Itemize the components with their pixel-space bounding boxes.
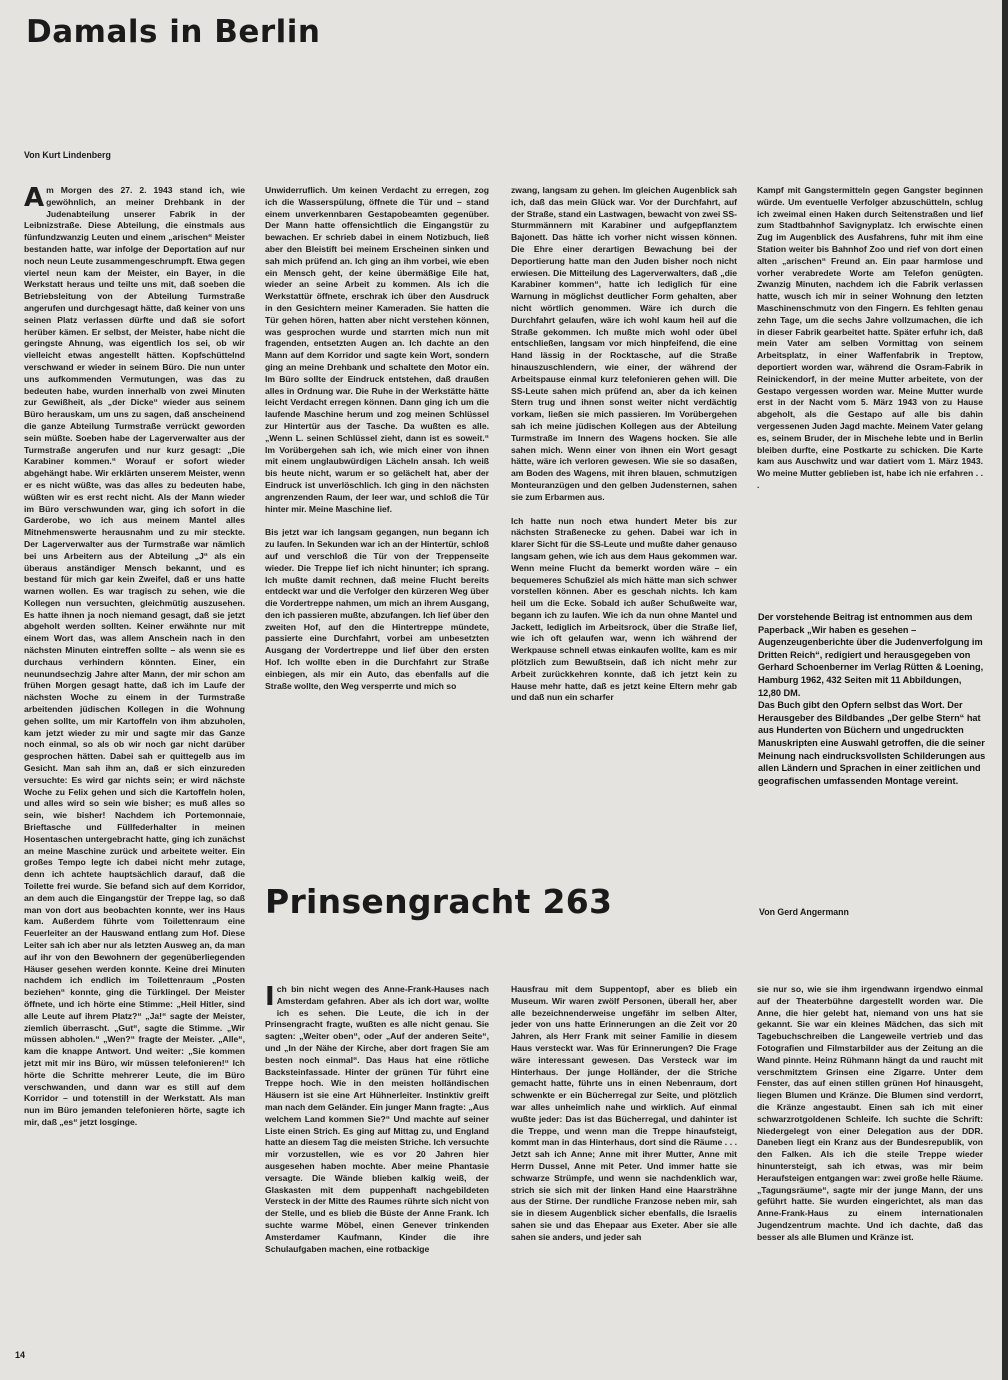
article2-column-1 bbox=[265, 984, 489, 1334]
article1-col2-paragraph-2: Bis jetzt war ich langsam gegangen, nun begann ich zu laufen. In Sekunden war ich an der Hintertür, schloß auf und verschloß die Tür von der Treppenseite wieder. Die Treppe lief ich nicht hinunter; ich sprang. Ich mußte damit rechnen, daß meine Flucht bereits entdeckt war und die Verfolger den kürzeren Weg über die Vordertreppe nahmen, um mich an ihrem Ausgang, den ich passieren mußte, abzufangen. Ich lief über den zweiten Hof, auf den die Hintertreppe mündete, passierte eine Durchfahrt, vorbei am unbesetzten Ausgang der Vordertreppe und lief über den ersten Hof. Ich wollte eben in die Durchfahrt zur Straße einbiegen, als mir ein Auto, das ebenfalls auf die Straße wollte, den Weg versperrte und mich so bbox=[265, 527, 489, 691]
drop-cap: A bbox=[24, 185, 45, 213]
article2-col2-text: Hausfrau mit dem Suppentopf, aber es blieb ein Museum. Wir waren zwölf Personen, überall her, aber alle bezeichnenderweise ungefähr im selben Alter, jeder von uns hatte Erinnerungen an die Zeit vor 20 Jahren, als Herr Frank mit seiner Familie in diesem Haus versteckt war. Was für Erinnerungen? Die Frage wäre interessant gewesen. Das Versteck war im Hinterhaus. Der junge Holländer, der die Striche gemacht hatte, führte uns in einen Nebenraum, dort schwenkte er ein Bücherregal zur Seite, und plötzlich war alles unheimlich nahe und wirklich. Auf einmal wußte jeder: Das ist das Bücherregal, und dahinter ist die Treppe, und wenn man die Treppe hinaufsteigt, kommt man in das Hinterhaus, dort sind die Räume . . . Jetzt sah ich Anne; Anne mit ihrer Mutter, Anne mit Herrn Dussel, Anne mit Peter. Und immer hatte sie schwarze Strümpfe, und wenn sie nachdenklich war, strich sie sich mit der linken Hand eine Haarsträhne aus der Stirne. Der rundliche Franzose neben mir, sah sie in diesem Augenblick sicher ebenfalls, die Israelis sahen sie und das Ehepaar aus Exeter. Aber sie alle sahen sie anders, und jeder sah bbox=[511, 984, 737, 1242]
article2-col1-text: ch bin nicht wegen des Anne-Frank-Hauses nach Amsterdam gefahren. Aber als ich dort war, wollte ich es sehen. Die Leute, die ich in der Prinsengracht fragte, wußten es alle nicht genau. Sie sagten: „Weiter oben“, oder „Auf der anderen Seite“, und „In der Nähe der Kirche, aber dort fragen Sie am besten noch einmal“. Das Haus hat eine rötliche Backsteinfassade. Hinter der grünen Tür führt eine Treppe hoch. Wie in den meisten holländischen Häusern ist sie eine Art Hühnerleiter. Instinktiv greift man nach dem Geländer. Ein junger Mann fragte: „Aus welchem Land kommen Sie?“ Und machte auf seiner Liste einen Strich. Es ging auf Mittag zu, und England hatte an diesem Tag die meisten Striche. Ich versuchte mir vorzustellen, wie es vor 20 Jahren hier ausgesehen haben mochte. Aber meine Phantasie versagte. Die Wände blieben kalkig weiß, der Glaskasten mit dem puppenhaft nachgebildeten Versteck in der Mitte des Raumes rührte sich nicht von der Stelle, und es blieb die Büste der Anne Frank. Ich suchte warme Möbel, einen Genever trinkenden Amsterdamer Kaufmann, Kinder die ihre Schulaufgaben machen, eine rotbackige bbox=[265, 984, 489, 1254]
article-byline-angermann: Von Gerd Angermann bbox=[759, 907, 849, 917]
article1-col3-paragraph-1: zwang, langsam zu gehen. Im gleichen Augenblick sah ich, daß das mein Glück war. Vor der Durchfahrt, auf der Straße, stand ein Lastwagen, bewacht von zwei SS-Sturmmännern mit Karabiner und aufgepflanztem Bajonett. Das hätte ich vorher nicht wissen können. Die Ehre einer derartigen Bewachung bei der Deportierung hatte man den Juden bisher noch nicht erwiesen. Die Mitteilung des Lagerverwalters, daß „die Karabiner kommen“, hatte ich lediglich für eine Warnung in möglichst deutlicher Form gehalten, aber nicht wörtlich genommen. Wäre ich durch die Durchfahrt gelaufen, wäre ich wohl kaum heil auf die Straße gekommen. Ich mußte mich wohl oder übel entschließen, langsam vor mich hinpfeifend, die eine Hand lässig in der Rocktasche, auf die Straße hinauszuschlendern, wie einer, der während der Arbeitspause einmal kurz telefonieren gehen will. Die SS-Leute sahen mich prüfend an, aber da ich keinen Stern trug und ihnen sonst weiter nicht verdächtig vorkam, ließen sie mich passieren. Im Vorübergehen sah ich meine jüdischen Kollegen aus der Abteilung Turmstraße im Innern des Wagens hocken. Sie alle sahen mich. Wenn einer von ihnen ein Wort gesagt hätte, wäre ich verloren gewesen. Wie sie so dasaßen, am Boden des Wagens, mit ihren blauen, schmutzigen Monteuranzügen und den gelben Judensternen, sahen sie zum Erbarmen aus. bbox=[511, 185, 737, 502]
article2-column-3 bbox=[757, 984, 983, 1334]
editor-note-paragraph-2: Das Buch gibt den Opfern selbst das Wort. Der Herausgeber des Bildbandes „Der gelbe Stern“ hat aus Hunderten von Büchern und ungedruckten Manuskripten eine Auswahl getroffen, die die seiner Meinung nach eindrucksvollsten Schilderungen aus allen Ländern und Sprachen in einer zeitlichen und geografischen umfassenden Montage vereint. bbox=[758, 700, 986, 786]
editor-note bbox=[758, 611, 986, 787]
article1-column-2 bbox=[265, 185, 489, 835]
article1-col3-paragraph-2: Ich hatte nun noch etwa hundert Meter bis zur nächsten Straßenecke zu gehen. Dabei war ich in klarer Sicht für die SS-Leute und mußte daher genauso langsam gehen, wie ich aus dem Haus gekommen war. Wenn meine Flucht da bemerkt worden wäre – ein bequemeres Schußziel als mich hätte man sich schwer vorstellen können. Aber es geschah nichts. Ich kam heil um die Ecke. Sobald ich außer Schußweite war, begann ich zu laufen. Wie ich da nun ohne Mantel und Jackett, lediglich im Arbeitsrock, über die Straße lief, wie ich oft gelaufen war, wenn ich während der Werkpause schnell etwas einkaufen wollte, kam es mir plötzlich zum Bewußtsein, daß ich nicht mehr zur Arbeit zurückkehren konnte, daß ich jetzt kein zu Hause mehr hatte, daß es jetzt keine Eltern mehr gab und daß nun ein scharfer bbox=[511, 515, 737, 703]
article-headline-damals-in-berlin: Damals in Berlin bbox=[26, 14, 321, 50]
article-headline-prinsengracht: Prinsengracht 263 bbox=[265, 882, 613, 921]
article-byline-lindenberg: Von Kurt Lindenberg bbox=[24, 150, 111, 160]
article1-column-4 bbox=[757, 185, 983, 580]
article1-col4-text: Kampf mit Gangstermitteln gegen Gangster beginnen würde. Um eventuelle Verfolger abzuschütteln, schlug ich zweimal einen Haken durch Seitenstraßen und lief zum Stadtbahnhof Savignyplatz. Ich erwischte einen Zug im Augenblick des Ausfahrens, fuhr mit ihm eine Station weiter bis Bahnhof Zoo und rief von dort einen alten „arischen“ Freund an. Ein paar harmlose und vorher verabredete Worte am Telefon genügten. Zwanzig Minuten, nachdem ich die Fabrik verlassen hatte, wusch ich mir in seiner Wohnung den letzten Maschinenschmutz von den Fingern. Es fehlten genau zehn Tage, um die sechs Jahre vollzumachen, die ich in dieser Fabrik gearbeitet hatte. Später erfuhr ich, daß mein Vater am selben Vormittag von seinem Arbeitsplatz, in einer Waffenfabrik in Treptow, deportiert worden war, während die Osram-Fabrik in Reinickendorf, in der meine Mutter arbeitete, von der Gestapo vergessen worden war. Meine Mutter wurde erst in der Nacht vom 5. März 1943 von zu Hause abgeholt, als die Gestapo auf alle bis dahin vergessenen Juden Jagd machte. Meinem Vater gelang es, seinem Bruder, der in Mischehe lebte und in Berlin bleiben durfte, eine Postkarte zu schicken. Die Karte kam aus Auschwitz und war datiert vom 1. März 1943. Wo meine Mutter geblieben ist, habe ich nie erfahren . . . bbox=[757, 185, 983, 490]
drop-cap: I bbox=[265, 984, 275, 1012]
editor-note-paragraph-1: Der vorstehende Beitrag ist entnommen aus dem Paperback „Wir haben es gesehen – Augenzeugenberichte über die Judenverfolgung im Dritten Reich“, redigiert und herausgegeben von Gerhard Schoenberner im Verlag Rütten & Loening, Hamburg 1962, 432 Seiten mit 11 Abbildungen, 12,80 DM. bbox=[758, 612, 984, 698]
article1-col2-paragraph-1: Unwiderruflich. Um keinen Verdacht zu erregen, zog ich die Wasserspülung, öffnete die Tür und – stand einem unverkennbaren Gestapobeamten gegenüber. Der Mann hatte offensichtlich die Eingangstür zu bewachen. Er schrieb dabei in einem Notizbuch, ließ aber den Bleistift bei meinem Erscheinen sinken und sah mich prüfend an. Ich ging an ihm vorbei, wie eben ein Mensch geht, der keine übermäßige Eile hat, wieder an seine Arbeit zu kommen. Als ich die Werkstattür öffnete, erschrak ich über den Ausdruck in den Gesichtern meiner Kameraden. Sie hatten die Tür gehen hören, hatten aber nicht verstehen können, was gesprochen wurde und starrten mich nun mit fragenden, entsetzten Augen an. Ich dachte an den Mann auf dem Korridor und sagte kein Wort, sondern ging an meine Drehbank und schaltete den Motor ein. Im Büro sollte der Eindruck entstehen, daß draußen alles in Ordnung war. Die Ruhe in der Werkstätte hätte leicht Verdacht erregen können. Dann ging ich um die laufende Maschine herum und zog meinen Schlüssel zur Hintertür aus der Tasche. Da wußten es alle. „Wenn L. seinen Schlüssel zieht, dann ist es soweit.“ Im Vorübergehen sah ich, wie mich einer von ihnen mit einem unglaubwürdigen Lächeln ansah. Ich weiß bis heute nicht, warum er so gelächelt hat, aber der Eindruck ist unverlöschlich. Ich ging in den nächsten angrenzenden Raum, der leer war, und schloß die Tür hinter mir. Meine Maschine lief. bbox=[265, 185, 489, 514]
article1-col1-text: m Morgen des 27. 2. 1943 stand ich, wie gewöhnlich, an meiner Drehbank in der Judenabteilung unserer Fabrik in der Leibnizstraße. Diese Abteilung, die einstmals aus fünfundzwanzig Leuten und einem „arischen“ Meister bestanden hatte, war infolge der Deportation auf nur noch neun Leute zusammengeschrumpft. Etwa gegen viertel neun kam der Meister, ein Bayer, in die Werkstatt heraus und teilte uns mit, daß soeben die Betriebsleitung von der Abteilung Turmstraße angerufen und durchgesagt hätte, daß keiner von uns seinen Platz verlassen dürfte und daß sie sofort herüber kämen. Er selbst, der Meister, habe nicht die geringste Ahnung, was eigentlich los sei, ob wir vielleicht etwas angestellt hätten. Kopfschüttelnd verschwand er wieder in seinem Büro. Die nun unter uns aufkommenden Vermutungen, was das zu bedeuten habe, wurden innerhalb von zwei Minuten zur Gewißheit, als „der Dicke“ wieder aus seinem Büro herauskam, um uns zu sagen, daß anscheinend die ganze Abteilung Turmstraße verrückt geworden sein müßte. Soeben habe der Lagerverwalter aus der Turmstraße angerufen und nur kurz gesagt: „Die Karabiner kommen.“ Worauf er sofort wieder abgehängt habe. Wir erklärten unserem Meister, wenn er es nicht wüßte, was das alles zu bedeuten habe, wüßten wir es erst recht nicht. Als der Mann wieder im Büro verschwunden war, ging ich sofort in die Garderobe, wo ich aus meinem Mantel alles Mitnehmenswerte herausnahm und zu mir steckte. Der Lagerverwalter aus der Turmstraße war nämlich bei uns Arbeitern aus der Abteilung „J“ als ein überaus anständiger Mensch bekannt, und es bestand für mich gar kein Zweifel, daß er uns hatte warnen wollen. Es war tragisch zu sehen, wie die Kollegen nun versuchten, gleichmütig auszusehen. Es hatte ihnen ja noch niemand gesagt, daß sie jetzt abgeholt werden sollten. Keiner erwähnte nur mit einem Wort das, was allem Anschein nach in den nächsten Minuten eintreffen sollte – als wenn sie es durchaus verhindern könnten. Einer, ein neunundsechzig Jahre alter Mann, der mir schon am frühen Morgen gesagt hatte, daß ich im Laufe der nächsten Woche zu einem in der Turmstraße arbeitenden jüdischen Kollegen in die Wohnung gehen sollte, um mir Kartoffeln von ihm abzuholen, kam jetzt wieder zu mir und sagte mir das Ganze noch einmal, so als ob wir noch gar nicht darüber gesprochen hätten. Dabei sah er quittegelb aus im Gesicht. Man sah ihm an, daß er sich einzureden versuchte: Es wird gar nichts sein; er wird nächste Woche zu Felix gehen und sich die Kartoffeln holen, und alles wird so sein wie bisher; es muß alles so sein, wie bisher! Nachdem ich Portemonnaie, Brieftasche und Füllfederhalter in meinen Hosentaschen untergebracht hatte, ging ich zunächst an meine Maschine zurück und arbeitete weiter. Ein großes Tempo legte ich dabei nicht mehr zutage, denn ich achtete hauptsächlich darauf, daß die Toilette frei wurde. Sie befand sich auf dem Korridor, an dem auch die Eingangstür der Treppe lag, so daß man von dort aus beobachten konnte, wer ins Haus kam. Außerdem führte vom Toilettenraum eine Feuerleiter an der Hauswand entlang zum Hof. Diese Leiter sah ich aber nur als letzten Ausweg an, da man auf ihr von den Bewohnern der gegenüberliegenden Häuser gesehen werden konnte. Keine drei Minuten nachdem ich endlich im Toilettenraum „Posten beziehen“ konnte, ging die Türklingel. Der Meister öffnete, und ich hörte eine Stimme: „Heil Hitler, sind alle Leute auf ihrem Platz?“ „Ja!“ sagte der Meister, ziemlich überrascht. „Gut“, sagte die Stimme. „Wir müssen abholen.“ „Wen?“ fragte der Meister. „Alle“, kam die knappe Antwort. Und weiter: „Sie kommen jetzt mit mir ins Büro, wir müssen telefonieren!“ Ich hörte die Schritte mehrerer Leute, die im Büro verschwanden, und dann war es still auf dem Korridor – und totenstill in der Werkstatt. Als man nun im Büro jemanden telefonieren hörte, sagte ich mir, daß „es“ jetzt losginge. bbox=[24, 185, 245, 1127]
article1-column-1 bbox=[24, 185, 245, 1335]
page-edge bbox=[1002, 0, 1008, 1380]
article1-column-3 bbox=[511, 185, 737, 835]
page-number: 14 bbox=[15, 1350, 26, 1360]
article2-column-2 bbox=[511, 984, 737, 1334]
article2-col3-text: sie nur so, wie sie ihm irgendwann irgendwo einmal auf der Theaterbühne dargestellt worden war. Die Anne, die hier gelebt hat, niemand von uns hat sie gekannt. Sie war ein kleines Mädchen, das sich mit Tagebuchschreiben die Langeweile vertrieb und das Fotografien und Filmstarbilder aus der Zeitung an die Wand pinnte. Heinz Rühmann hängt da und raucht mit verschmitztem Grinsen eine Zigarre. Unter dem Fenster, das auf einen stillen grünen Hof hinausgeht, liegen Blumen und Kränze. Die Blumen sind verdorrt, die Kränze angestaubt. Einen sah ich mit einer schwarzrotgoldenen Schleife. Ich suchte die Schrift: Niedergelegt von einer Delegation aus der DDR. Daneben liegt ein Kranz aus der Bundesrepublik, von den Falken. Als ich die steile Treppe wieder hinuntersteigt, sah ich etwas, was mir beim Heraufsteigen entgangen war: zwei große helle Räume. „Tagungsräume“, sagte mir der junge Mann, der uns geführt hatte. Sie wurden eingerichtet, als man das Anne-Frank-Haus zu einem internationalen Jugendzentrum machte. Und ich dachte, daß das besser als alle Blumen und Kränze ist. bbox=[757, 984, 983, 1242]
